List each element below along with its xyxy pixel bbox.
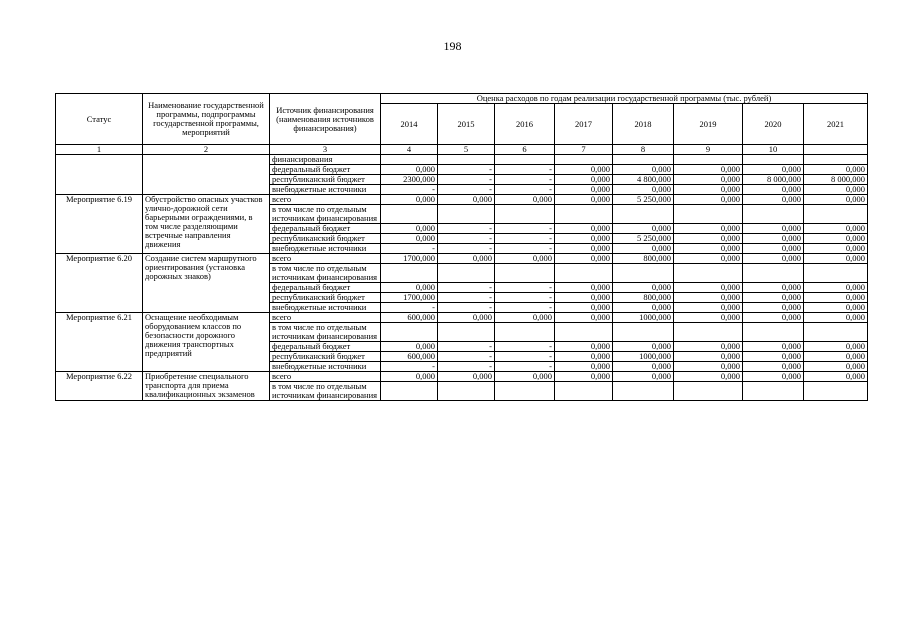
column-number-row [56,145,868,155]
value-cell: 0,000 [743,362,804,372]
value-cell: 0,000 [804,303,868,313]
value-cell: - [381,362,438,372]
value-cell: 0,000 [674,195,743,205]
value-cell: 0,000 [555,352,613,362]
status-cell: Мероприятие 6.19 [56,195,143,254]
source-cell: всего [270,254,381,264]
value-cell: 0,000 [804,372,868,382]
column-number: 3 [270,145,381,155]
value-cell: 0,000 [613,342,674,352]
column-number: 6 [495,145,555,155]
header-year: 2016 [495,104,555,145]
value-cell: - [438,303,495,313]
value-cell: 0,000 [674,224,743,234]
value-cell: - [495,185,555,195]
source-cell: республиканский бюджет [270,293,381,303]
value-cell: 0,000 [555,244,613,254]
value-cell: 0,000 [613,303,674,313]
source-cell: в том числе по отдельным источникам финансирования [270,323,381,342]
value-cell [804,264,868,283]
value-cell: 0,000 [555,175,613,185]
source-cell: внебюджетные источники [270,244,381,254]
table-row [56,195,868,205]
column-number [804,145,868,155]
value-cell [743,205,804,224]
value-cell: 0,000 [495,195,555,205]
value-cell: 0,000 [613,244,674,254]
value-cell: 8 000,000 [804,175,868,185]
source-cell: федеральный бюджет [270,165,381,175]
header-year: 2021 [804,104,868,145]
column-number: 10 [743,145,804,155]
value-cell: 0,000 [804,352,868,362]
value-cell: 0,000 [674,234,743,244]
value-cell [495,155,555,165]
value-cell: 0,000 [381,195,438,205]
value-cell: 1000,000 [613,313,674,323]
value-cell [613,155,674,165]
value-cell: - [495,175,555,185]
value-cell: 0,000 [495,313,555,323]
value-cell: - [438,352,495,362]
source-cell: всего [270,372,381,382]
value-cell [674,382,743,401]
value-cell [438,155,495,165]
source-cell: республиканский бюджет [270,352,381,362]
value-cell: 0,000 [743,234,804,244]
column-number: 9 [674,145,743,155]
table-row [56,313,868,323]
value-cell: 0,000 [495,254,555,264]
value-cell [613,264,674,283]
table-row [56,372,868,382]
value-cell: - [438,185,495,195]
source-cell: внебюджетные источники [270,303,381,313]
value-cell: 0,000 [743,342,804,352]
value-cell: 0,000 [674,342,743,352]
value-cell [438,323,495,342]
value-cell: 4 800,000 [613,175,674,185]
value-cell: 0,000 [381,234,438,244]
column-number: 8 [613,145,674,155]
value-cell [381,323,438,342]
value-cell: 0,000 [381,283,438,293]
value-cell [743,382,804,401]
value-cell: - [438,293,495,303]
source-cell: всего [270,313,381,323]
value-cell [555,382,613,401]
value-cell [438,205,495,224]
value-cell: 0,000 [381,372,438,382]
value-cell: - [495,224,555,234]
value-cell: - [495,362,555,372]
value-cell [674,155,743,165]
value-cell: 0,000 [674,303,743,313]
value-cell: 0,000 [674,352,743,362]
status-cell [56,155,143,195]
value-cell: 0,000 [555,254,613,264]
value-cell: 800,000 [613,293,674,303]
value-cell: 0,000 [743,254,804,264]
value-cell [804,155,868,165]
value-cell: - [438,244,495,254]
value-cell: 0,000 [674,293,743,303]
value-cell: 0,000 [674,165,743,175]
value-cell: 0,000 [555,165,613,175]
value-cell: 0,000 [555,224,613,234]
value-cell: 0,000 [674,244,743,254]
value-cell [804,323,868,342]
value-cell [743,264,804,283]
page-number: 198 [443,39,462,53]
value-cell [555,155,613,165]
value-cell: 0,000 [804,313,868,323]
value-cell [743,155,804,165]
value-cell: 0,000 [743,244,804,254]
value-cell: 0,000 [804,185,868,195]
value-cell [495,323,555,342]
value-cell: - [495,352,555,362]
source-cell: федеральный бюджет [270,224,381,234]
value-cell: 0,000 [555,234,613,244]
status-cell: Мероприятие 6.21 [56,313,143,372]
measure-name-cell [143,155,270,195]
value-cell: 0,000 [438,372,495,382]
column-number: 5 [438,145,495,155]
value-cell: 2300,000 [381,175,438,185]
value-cell [613,205,674,224]
header-year: 2015 [438,104,495,145]
value-cell [555,205,613,224]
value-cell: - [438,283,495,293]
value-cell: - [495,244,555,254]
value-cell: - [438,175,495,185]
table-body [56,155,868,401]
header-row-top [56,94,868,104]
value-cell [495,382,555,401]
value-cell: 0,000 [613,372,674,382]
value-cell [438,264,495,283]
source-cell: внебюджетные источники [270,362,381,372]
value-cell: 0,000 [674,185,743,195]
source-cell: финансирования [270,155,381,165]
header-year: 2020 [743,104,804,145]
value-cell [555,264,613,283]
value-cell: - [438,224,495,234]
value-cell: 600,000 [381,352,438,362]
header-name: Наименование государственной программы, подпрограммы государственной программы, мероприятий [143,94,270,145]
value-cell: 0,000 [438,254,495,264]
value-cell: 0,000 [381,165,438,175]
value-cell: 0,000 [381,342,438,352]
value-cell: 0,000 [804,342,868,352]
value-cell: - [438,342,495,352]
value-cell [743,323,804,342]
value-cell [555,323,613,342]
value-cell: 5 250,000 [613,195,674,205]
value-cell: 0,000 [743,165,804,175]
source-cell: в том числе по отдельным источникам финансирования [270,205,381,224]
source-cell: в том числе по отдельным источникам финансирования [270,382,381,401]
value-cell: 0,000 [381,224,438,234]
header-year: 2014 [381,104,438,145]
value-cell: 0,000 [555,362,613,372]
measure-name-cell: Обустройство опасных участков улично-дорожной сети барьерными ограждениями, в том числе разделяющими встречные направления движения [143,195,270,254]
value-cell [381,382,438,401]
value-cell: 1700,000 [381,254,438,264]
value-cell: 0,000 [555,185,613,195]
value-cell [381,155,438,165]
value-cell: 0,000 [555,313,613,323]
value-cell: - [495,342,555,352]
value-cell: - [438,234,495,244]
status-cell: Мероприятие 6.20 [56,254,143,313]
budget-table [55,93,868,401]
value-cell: 800,000 [613,254,674,264]
value-cell: - [495,303,555,313]
value-cell: - [495,234,555,244]
status-cell: Мероприятие 6.22 [56,372,143,401]
value-cell [674,205,743,224]
value-cell: 0,000 [674,175,743,185]
value-cell: 0,000 [743,303,804,313]
header-year: 2018 [613,104,674,145]
value-cell: 0,000 [438,313,495,323]
column-number: 4 [381,145,438,155]
value-cell: 0,000 [555,195,613,205]
source-cell: федеральный бюджет [270,283,381,293]
header-year: 2019 [674,104,743,145]
header-estimate: Оценка расходов по годам реализации государственной программы (тыс. рублей) [381,94,868,104]
value-cell [613,382,674,401]
value-cell: 0,000 [555,283,613,293]
value-cell: 0,000 [743,185,804,195]
value-cell: 0,000 [613,283,674,293]
value-cell: 600,000 [381,313,438,323]
source-cell: республиканский бюджет [270,234,381,244]
header-status: Статус [56,94,143,145]
value-cell: 0,000 [495,372,555,382]
header-source: Источник финансирования (наименования источников финансирования) [270,94,381,145]
value-cell: 0,000 [674,283,743,293]
value-cell: 0,000 [743,352,804,362]
source-cell: внебюджетные источники [270,185,381,195]
header-year: 2017 [555,104,613,145]
value-cell [613,323,674,342]
value-cell: 0,000 [743,313,804,323]
value-cell: 0,000 [674,362,743,372]
value-cell: - [438,362,495,372]
value-cell: 0,000 [613,224,674,234]
value-cell: 0,000 [804,224,868,234]
value-cell: 0,000 [804,244,868,254]
value-cell: - [495,283,555,293]
value-cell: - [381,303,438,313]
value-cell [804,205,868,224]
value-cell: 0,000 [743,283,804,293]
value-cell: 0,000 [613,185,674,195]
source-cell: в том числе по отдельным источникам финансирования [270,264,381,283]
value-cell: - [381,244,438,254]
value-cell [495,205,555,224]
value-cell [674,323,743,342]
value-cell: 1700,000 [381,293,438,303]
value-cell: 0,000 [804,283,868,293]
value-cell [381,264,438,283]
value-cell: - [438,165,495,175]
value-cell: 0,000 [555,293,613,303]
value-cell: 0,000 [743,224,804,234]
value-cell: 0,000 [804,165,868,175]
measure-name-cell: Приобретение специального транспорта для приема квалификационных экзаменов [143,372,270,401]
value-cell: 0,000 [804,362,868,372]
table-row [56,155,868,165]
column-number: 1 [56,145,143,155]
source-cell: федеральный бюджет [270,342,381,352]
value-cell [804,382,868,401]
value-cell: 0,000 [743,293,804,303]
value-cell: 5 250,000 [613,234,674,244]
value-cell: 0,000 [674,254,743,264]
value-cell [438,382,495,401]
value-cell: 0,000 [804,254,868,264]
value-cell: 0,000 [555,372,613,382]
value-cell: 0,000 [438,195,495,205]
value-cell: 1000,000 [613,352,674,362]
value-cell: 0,000 [743,372,804,382]
value-cell: 0,000 [613,362,674,372]
measure-name-cell: Оснащение необходимым оборудованием классов по безопасности дорожного движения транспортных предприятий [143,313,270,372]
value-cell: 0,000 [804,195,868,205]
value-cell: 0,000 [804,234,868,244]
value-cell: - [381,185,438,195]
source-cell: республиканский бюджет [270,175,381,185]
value-cell [495,264,555,283]
value-cell: 0,000 [674,372,743,382]
value-cell: - [495,165,555,175]
table-row [56,254,868,264]
column-number: 7 [555,145,613,155]
value-cell [674,264,743,283]
value-cell: - [495,293,555,303]
measure-name-cell: Создание систем маршрутного ориентирования (установка дорожных знаков) [143,254,270,313]
value-cell: 0,000 [674,313,743,323]
source-cell: всего [270,195,381,205]
value-cell: 0,000 [613,165,674,175]
value-cell: 0,000 [743,195,804,205]
value-cell: 0,000 [804,293,868,303]
value-cell: 0,000 [555,303,613,313]
value-cell [381,205,438,224]
value-cell: 8 000,000 [743,175,804,185]
value-cell: 0,000 [555,342,613,352]
column-number: 2 [143,145,270,155]
